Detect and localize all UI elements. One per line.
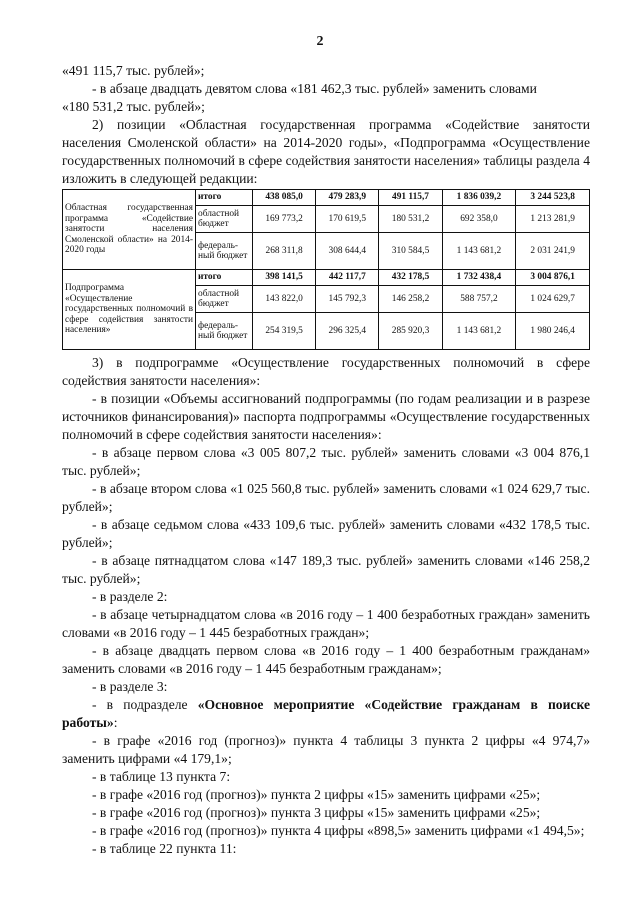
paragraph-text: - в абзаце четырнадцатом слова «в 2016 году – 1 400 безработных граждан» заменить словами «в 2016 году – 1 445 безработных граждан»; xyxy=(62,607,590,640)
amount-cell: 432 178,5 xyxy=(379,270,442,286)
amount-cell: 1 024 629,7 xyxy=(516,286,590,313)
amount-cell: 692 358,0 xyxy=(442,206,516,233)
amount-cell: 310 584,5 xyxy=(379,233,442,270)
amount-cell: 180 531,2 xyxy=(379,206,442,233)
amount-cell: 169 773,2 xyxy=(253,206,316,233)
program-name-cell: Областная государственная программа «Содействие занятости населения Смоленской области» на 2014-2020 годы xyxy=(63,190,196,270)
paragraph xyxy=(62,552,590,588)
paragraph-text: 3) в подпрограмме «Осуществление государственных полномочий в сфере содействия занятости населения»: xyxy=(62,355,590,388)
paragraph-text: - в графе «2016 год (прогноз)» пункта 4 цифры «898,5» заменить цифрами «1 494,5»; xyxy=(92,823,585,838)
amount-cell: 438 085,0 xyxy=(253,190,316,206)
document-body xyxy=(62,62,590,858)
amount-cell: 1 143 681,2 xyxy=(442,233,516,270)
paragraph xyxy=(62,116,590,188)
paragraph xyxy=(62,804,590,822)
paragraph-text: - в абзаце втором слова «1 025 560,8 тыс. рублей» заменить словами «1 024 629,7 тыс. рублей»; xyxy=(62,481,590,514)
paragraph-text: - в абзаце двадцать первом слова «в 2016 году – 1 400 безработным гражданам» заменить словами «в 2016 году – 1 445 безработным гражданам»; xyxy=(62,643,590,676)
amount-cell: 588 757,2 xyxy=(442,286,516,313)
paragraph xyxy=(62,732,590,768)
table-row xyxy=(63,270,590,286)
paragraph xyxy=(62,62,590,80)
amount-cell: 308 644,4 xyxy=(316,233,379,270)
paragraph-text: - в таблице 13 пункта 7: xyxy=(92,769,231,784)
paragraph xyxy=(62,696,590,732)
paragraph xyxy=(62,642,590,678)
funding-source-cell: областной бюджет xyxy=(196,206,253,233)
paragraph-text: - в графе «2016 год (прогноз)» пункта 2 цифры «15» заменить цифрами «25»; xyxy=(92,787,541,802)
funding-source-cell: итого xyxy=(196,270,253,286)
funding-source-cell: федераль-ный бюджет xyxy=(196,233,253,270)
paragraph-tail: : xyxy=(113,715,118,730)
amount-cell: 296 325,4 xyxy=(316,313,379,350)
paragraphs-bottom xyxy=(62,354,590,858)
paragraph-text: - в разделе 3: xyxy=(92,679,168,694)
amount-cell: 479 283,9 xyxy=(316,190,379,206)
paragraph xyxy=(62,354,590,390)
amount-cell: 1 980 246,4 xyxy=(516,313,590,350)
amount-cell: 254 319,5 xyxy=(253,313,316,350)
paragraph-bold: «Основное мероприятие «Содействие гражданам в поиске работы» xyxy=(62,697,590,730)
program-name-cell: Подпрограмма «Осуществление государственных полномочий в сфере содействия занятости населения» xyxy=(63,270,196,350)
paragraph xyxy=(62,444,590,480)
paragraph xyxy=(62,768,590,786)
paragraph xyxy=(62,480,590,516)
amount-cell: 1 213 281,9 xyxy=(516,206,590,233)
funding-source-cell: областной бюджет xyxy=(196,286,253,313)
amount-cell: 170 619,5 xyxy=(316,206,379,233)
paragraph-text: - в графе «2016 год (прогноз)» пункта 3 цифры «15» заменить цифрами «25»; xyxy=(92,805,541,820)
amount-cell: 268 311,8 xyxy=(253,233,316,270)
paragraph xyxy=(62,606,590,642)
amount-cell: 442 117,7 xyxy=(316,270,379,286)
amount-cell: 491 115,7 xyxy=(379,190,442,206)
paragraph-text: - в позиции «Объемы ассигнований подпрограммы (по годам реализации и в разрезе источников финансирования)» паспорта подпрограммы «Осуществление государственных полномочий в сфере содействия занятости населения»: xyxy=(62,391,590,442)
amount-cell: 285 920,3 xyxy=(379,313,442,350)
amount-cell: 1 143 681,2 xyxy=(442,313,516,350)
paragraph xyxy=(62,516,590,552)
paragraph-text: - в графе «2016 год (прогноз)» пункта 4 таблицы 3 пункта 2 цифры «4 974,7» заменить цифрами «4 179,1»; xyxy=(62,733,590,766)
paragraph xyxy=(62,822,590,840)
funding-source-cell: итого xyxy=(196,190,253,206)
paragraph-text: «180 531,2 тыс. рублей»; xyxy=(62,99,205,114)
paragraph xyxy=(62,588,590,606)
table-row xyxy=(63,190,590,206)
amount-cell: 1 836 039,2 xyxy=(442,190,516,206)
paragraph-text: - в разделе 2: xyxy=(92,589,168,604)
paragraph-text: - в абзаце первом слова «3 005 807,2 тыс. рублей» заменить словами «3 004 876,1 тыс. рублей»; xyxy=(62,445,590,478)
budget-table xyxy=(62,189,590,350)
paragraph-text: «491 115,7 тыс. рублей»; xyxy=(62,63,205,78)
amount-cell: 398 141,5 xyxy=(253,270,316,286)
paragraph-text: - в абзаце пятнадцатом слова «147 189,3 тыс. рублей» заменить словами «146 258,2 тыс. рублей»; xyxy=(62,553,590,586)
paragraph-text: - в абзаце седьмом слова «433 109,6 тыс. рублей» заменить словами «432 178,5 тыс. рублей»; xyxy=(62,517,590,550)
amount-cell: 2 031 241,9 xyxy=(516,233,590,270)
paragraph xyxy=(62,840,590,858)
paragraph-text: 2) позиции «Областная государственная программа «Содействие занятости населения Смоленской области» на 2014-2020 годы», «Подпрограмма «Осуществление государственных полномочий в сфере содействия занятости населения» таблицы раздела 4 изложить в следующей редакции: xyxy=(62,117,590,186)
amount-cell: 145 792,3 xyxy=(316,286,379,313)
paragraph-text: - в таблице 22 пункта 11: xyxy=(92,841,237,856)
page-number: 2 xyxy=(316,34,324,49)
paragraph-text: - в подразделе xyxy=(92,697,198,712)
amount-cell: 143 822,0 xyxy=(253,286,316,313)
paragraph xyxy=(62,678,590,696)
amount-cell: 3 004 876,1 xyxy=(516,270,590,286)
amount-cell: 146 258,2 xyxy=(379,286,442,313)
funding-source-cell: федераль-ный бюджет xyxy=(196,313,253,350)
amount-cell: 3 244 523,8 xyxy=(516,190,590,206)
amount-cell: 1 732 438,4 xyxy=(442,270,516,286)
paragraphs-top xyxy=(62,62,590,188)
paragraph xyxy=(62,98,590,116)
paragraph xyxy=(62,390,590,444)
paragraph xyxy=(62,786,590,804)
paragraph xyxy=(62,80,590,98)
paragraph-text: - в абзаце двадцать девятом слова «181 462,3 тыс. рублей» заменить словами xyxy=(92,81,537,96)
